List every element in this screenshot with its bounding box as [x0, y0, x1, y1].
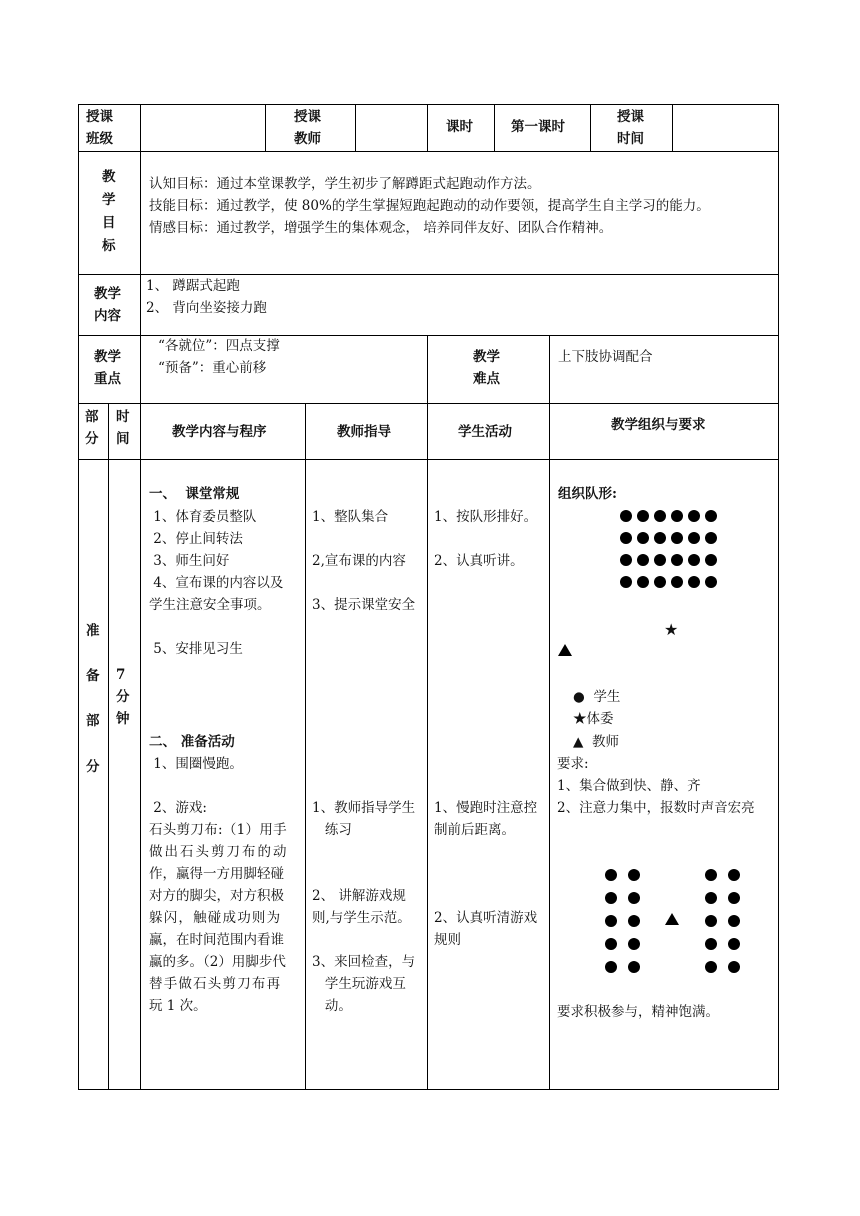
col-divider: [549, 335, 550, 404]
student-dot: [688, 532, 700, 544]
student-dot: [637, 532, 649, 544]
list-item: 2、认真听讲。: [434, 553, 524, 569]
student-dot: [705, 554, 717, 566]
requirement-final: 要求积极参与，精神饱满。: [557, 1004, 719, 1020]
period-value: 第一课时: [511, 119, 565, 135]
student-dot: [628, 938, 640, 950]
student-dot: [637, 554, 649, 566]
list-item: 练习: [312, 822, 352, 838]
focus-item-1: “各就位”：四点支撑: [158, 338, 280, 354]
col-divider: [427, 335, 428, 404]
student-dot: [728, 915, 740, 927]
col-header-organization: 教学组织与要求: [611, 417, 706, 433]
list-item: 赢，在时间范围内看谁: [149, 932, 284, 948]
student-dot: [654, 510, 666, 522]
col-divider: [140, 151, 141, 404]
student-dot: [605, 892, 617, 904]
list-item: 2、 讲解游戏规: [312, 888, 406, 904]
student-dot: [705, 532, 717, 544]
student-dot: [688, 576, 700, 588]
col-divider: [265, 104, 266, 152]
time-label: 授课 时间: [617, 109, 644, 147]
student-dot: [705, 938, 717, 950]
student-dot: [605, 938, 617, 950]
table-border-bottom: [78, 1089, 779, 1090]
col-divider: [355, 104, 356, 152]
student-dot: [628, 892, 640, 904]
teacher-triangle-icon: [558, 644, 572, 656]
list-item: 2,宣布课的内容: [312, 553, 406, 569]
teacher-triangle-icon: [665, 913, 679, 925]
student-dot: [705, 510, 717, 522]
row-divider: [78, 151, 779, 152]
formation-game-right: [705, 869, 741, 975]
list-item: 1、教师指导学生: [312, 800, 416, 816]
focus-item-2: “预备”：重心前移: [158, 360, 267, 376]
formation-title: 组织队形:: [558, 486, 617, 502]
list-item: 规则: [434, 932, 461, 948]
student-dot: [705, 576, 717, 588]
list-item: 2、停止间转法: [149, 531, 243, 547]
list-item: 3、提示课堂安全: [312, 597, 416, 613]
goal-cognitive: 认知目标：通过本堂课教学，学生初步了解蹲距式起跑动作方法。: [149, 176, 541, 192]
list-item: 1、慢跑时注意控: [434, 800, 538, 816]
student-dot: [628, 869, 640, 881]
student-dot: [620, 576, 632, 588]
list-item: 1、围圈慢跑。: [149, 756, 243, 772]
student-dot: [620, 554, 632, 566]
content-item-2: 2、 背向坐姿接力跑: [146, 300, 267, 316]
student-dot: [728, 961, 740, 973]
monitor-star-icon: ★: [664, 620, 679, 639]
student-dot: [628, 915, 640, 927]
col-header-time: 时 间: [116, 409, 130, 447]
student-dot: [705, 961, 717, 973]
list-item: 学生注意安全事项。: [149, 597, 271, 613]
goal-skill: 技能目标：通过教学，使 80%的学生掌握短跑起跑动的动作要领，提高学生自主学习的能力。: [149, 198, 710, 214]
student-dot: [620, 532, 632, 544]
focus-label: 教学 重点: [94, 349, 121, 387]
list-item: 动。: [312, 998, 352, 1014]
student-dot: [688, 510, 700, 522]
col-divider: [549, 403, 550, 1090]
student-dot: [728, 892, 740, 904]
col-header-activity: 学生活动: [458, 424, 512, 440]
student-dot: [620, 510, 632, 522]
list-item: 石头剪刀布:（1）用手: [149, 822, 287, 838]
list-item: 2、认真听清游戏: [434, 910, 538, 926]
student-dot: [671, 576, 683, 588]
col-divider: [108, 403, 109, 1090]
list-item: 则,与学生示范。: [312, 910, 411, 926]
student-dot: [688, 554, 700, 566]
requirements-title: 要求:: [557, 756, 589, 772]
student-dot: [605, 915, 617, 927]
col-divider: [305, 403, 306, 1090]
requirement-item: 1、集合做到快、静、齐: [557, 778, 701, 794]
table-border-right: [778, 104, 779, 1090]
list-item: 3、师生问好: [149, 553, 230, 569]
teacher-label: 授课 教师: [294, 109, 321, 147]
student-dot: [671, 510, 683, 522]
student-dot: [728, 938, 740, 950]
difficulty-label: 教学 难点: [473, 349, 500, 387]
list-item: 5、安排见习生: [149, 641, 243, 657]
requirement-item: 2、注意力集中，报数时声音宏亮: [557, 800, 755, 816]
student-dot: [605, 869, 617, 881]
table-border-left: [78, 104, 79, 1090]
legend-teacher: ▲ 教师: [573, 734, 619, 750]
student-dot: [705, 869, 717, 881]
list-item: 2、游戏:: [149, 800, 207, 816]
list-item: 4、宣布课的内容以及: [149, 575, 284, 591]
list-item: 制前后距离。: [434, 822, 515, 838]
list-item: 玩 1 次。: [149, 998, 207, 1014]
col-divider: [427, 403, 428, 1090]
student-dot: [728, 869, 740, 881]
col-header-procedure: 教学内容与程序: [172, 424, 267, 440]
section-part: 准 备 部 分: [86, 623, 100, 775]
legend-student: ● 学生: [573, 689, 621, 705]
list-item: 做出石头剪刀布的动: [149, 844, 289, 860]
row-divider: [78, 403, 779, 404]
content-item-1: 1、 蹲踞式起跑: [146, 278, 240, 294]
list-item: 学生玩游戏互: [312, 976, 406, 992]
list-item: 对方的脚尖，对方积极: [149, 888, 284, 904]
col-divider: [590, 104, 591, 152]
col-divider: [427, 104, 428, 152]
student-dot: [654, 576, 666, 588]
difficulty-value: 上下肢协调配合: [558, 349, 653, 365]
row-divider: [78, 459, 779, 460]
list-item: 替手做石头剪刀布再: [149, 976, 282, 992]
list-item: 3、来回检查，与: [312, 954, 416, 970]
period-label: 课时: [446, 119, 473, 135]
student-dot: [671, 532, 683, 544]
list-item: 赢的多。（2）用脚步代: [149, 954, 286, 970]
section-time: 7 分 钟: [116, 667, 130, 727]
student-dot: [654, 532, 666, 544]
formation-game-left: [605, 869, 641, 975]
student-dot: [637, 576, 649, 588]
class-label: 授课 班级: [86, 109, 113, 147]
table-border-top: [78, 104, 779, 105]
content-label: 教学 内容: [94, 286, 121, 324]
col-divider: [140, 104, 141, 152]
list-item: 作，赢得一方用脚轻碰: [149, 866, 284, 882]
student-dot: [671, 554, 683, 566]
student-dot: [605, 961, 617, 973]
list-item: 1、按队形排好。: [434, 509, 538, 525]
student-dot: [705, 892, 717, 904]
student-dot: [628, 961, 640, 973]
list-item: 1、整队集合: [312, 509, 389, 525]
formation-grid-students: [620, 510, 712, 592]
list-item: 1、体育委员整队: [149, 509, 257, 525]
col-header-part: 部 分: [85, 409, 99, 447]
routine-title: 一、 课堂常规: [149, 486, 240, 502]
goal-emotional: 情感目标：通过教学，增强学生的集体观念， 培养同伴友好、团队合作精神。: [149, 220, 613, 236]
col-header-guidance: 教师指导: [337, 424, 391, 440]
goals-label: 教 学 目 标: [102, 169, 116, 254]
list-item: 躲闪，触碰成功则为: [149, 910, 282, 926]
col-divider: [672, 104, 673, 152]
student-dot: [705, 915, 717, 927]
col-divider: [494, 104, 495, 152]
legend-monitor: ★体委: [573, 711, 614, 727]
warmup-title: 二、 准备活动: [149, 734, 235, 750]
col-divider: [140, 403, 141, 1090]
student-dot: [637, 510, 649, 522]
student-dot: [654, 554, 666, 566]
